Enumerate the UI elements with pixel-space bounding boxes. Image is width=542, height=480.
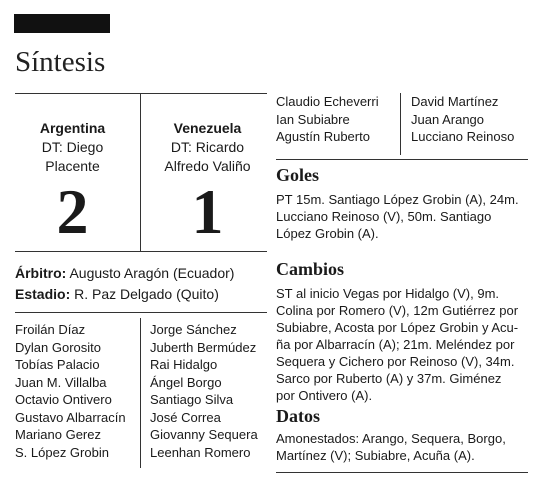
section-heading-goles: Goles	[276, 165, 319, 185]
list-item: S. López Grobin	[15, 444, 109, 460]
list-item: Juan M. Villalba	[15, 374, 107, 390]
referee-value: Augusto Aragón (Ecuador)	[66, 265, 235, 281]
coach-line: DT: Ricardo	[170, 139, 245, 155]
referee-label: Árbitro:	[15, 265, 67, 281]
section-heading-datos: Datos	[276, 406, 320, 426]
list-item: Tobías Palacio	[15, 357, 100, 372]
text-line: Colina por Romero (V), 12m Gutiérrez por	[276, 303, 519, 318]
list-item: Leenhan Romero	[150, 444, 251, 460]
list-item: Mariano Gerez	[15, 427, 101, 442]
coach-line: Alfredo Valiño	[164, 158, 251, 174]
list-item: Jorge Sánchez	[150, 322, 237, 337]
header-bar	[14, 14, 110, 33]
text-line: PT 15m. Santiago López Grobin (A), 24m.	[276, 192, 519, 207]
stadium	[15, 284, 219, 304]
list-item: Octavio Ontivero	[15, 392, 112, 407]
datos-text	[276, 430, 531, 464]
list-item: Juan Arango	[411, 111, 485, 127]
list-item: Santiago Silva	[150, 392, 234, 407]
venezuela-lineup	[150, 321, 258, 461]
team-venezuela	[145, 119, 270, 176]
text-line: Subiabre, Acosta por López Grobin y Acu-	[276, 320, 519, 335]
cambios-text	[276, 285, 531, 404]
list-item: Juberth Bermúdez	[150, 339, 257, 355]
goles-text	[276, 191, 531, 242]
list-item: Ángel Borgo	[150, 374, 222, 390]
venezuela-lineup-cont	[411, 93, 514, 146]
list-item: Agustín Ruberto	[276, 129, 370, 144]
section-heading-cambios: Cambios	[276, 259, 345, 279]
text-line: Sarco por Ruberto (A) y 37m. Giménez	[276, 371, 502, 386]
stadium-label: Estadio:	[15, 286, 71, 302]
text-line: ST al inicio Vegas por Hidalgo (V), 9m.	[276, 286, 500, 301]
divider	[400, 93, 401, 155]
text-line: Sequera y Cichero por Reinoso (V), 34m.	[276, 354, 515, 369]
divider	[276, 472, 528, 473]
divider	[15, 312, 267, 313]
argentina-lineup-cont	[276, 93, 379, 146]
list-item: David Martínez	[411, 94, 499, 109]
list-item: Dylan Gorosito	[15, 339, 101, 355]
divider	[140, 93, 141, 251]
coach-line: Placente	[45, 158, 100, 174]
text-line: Martínez (V); Subiabre, Acuña (A).	[276, 448, 475, 463]
text-line: Amonestados: Arango, Sequera, Borgo,	[276, 431, 506, 446]
divider	[15, 251, 267, 252]
coach-line: DT: Diego	[41, 139, 104, 155]
list-item: Giovanny Sequera	[150, 427, 258, 442]
text-line: Lucciano Reinoso (V), 50m. Santiago	[276, 209, 492, 224]
list-item: Claudio Echeverri	[276, 94, 379, 109]
stadium-value: R. Paz Delgado (Quito)	[70, 286, 219, 302]
text-line: ña por Albarracín (A); 21m. Meléndez por	[276, 337, 515, 352]
list-item: Gustavo Albarracín	[15, 409, 126, 425]
divider	[140, 318, 141, 468]
team-name: Venezuela	[173, 120, 242, 136]
text-line: López Grobin (A).	[276, 226, 379, 241]
list-item: Ian Subiabre	[276, 111, 350, 127]
text-line: por Ontivero (A).	[276, 388, 373, 403]
team-argentina	[10, 119, 135, 176]
team-name: Argentina	[39, 120, 106, 136]
divider	[15, 93, 267, 94]
list-item: Lucciano Reinoso	[411, 129, 515, 144]
list-item: José Correa	[150, 409, 221, 425]
score-venezuela: 1	[191, 176, 224, 247]
list-item: Rai Hidalgo	[150, 357, 218, 372]
score-argentina: 2	[56, 176, 89, 247]
referee	[15, 263, 234, 283]
divider	[276, 159, 528, 160]
page-title: Síntesis	[15, 46, 106, 78]
list-item: Froilán Díaz	[15, 322, 86, 337]
argentina-lineup	[15, 321, 126, 461]
